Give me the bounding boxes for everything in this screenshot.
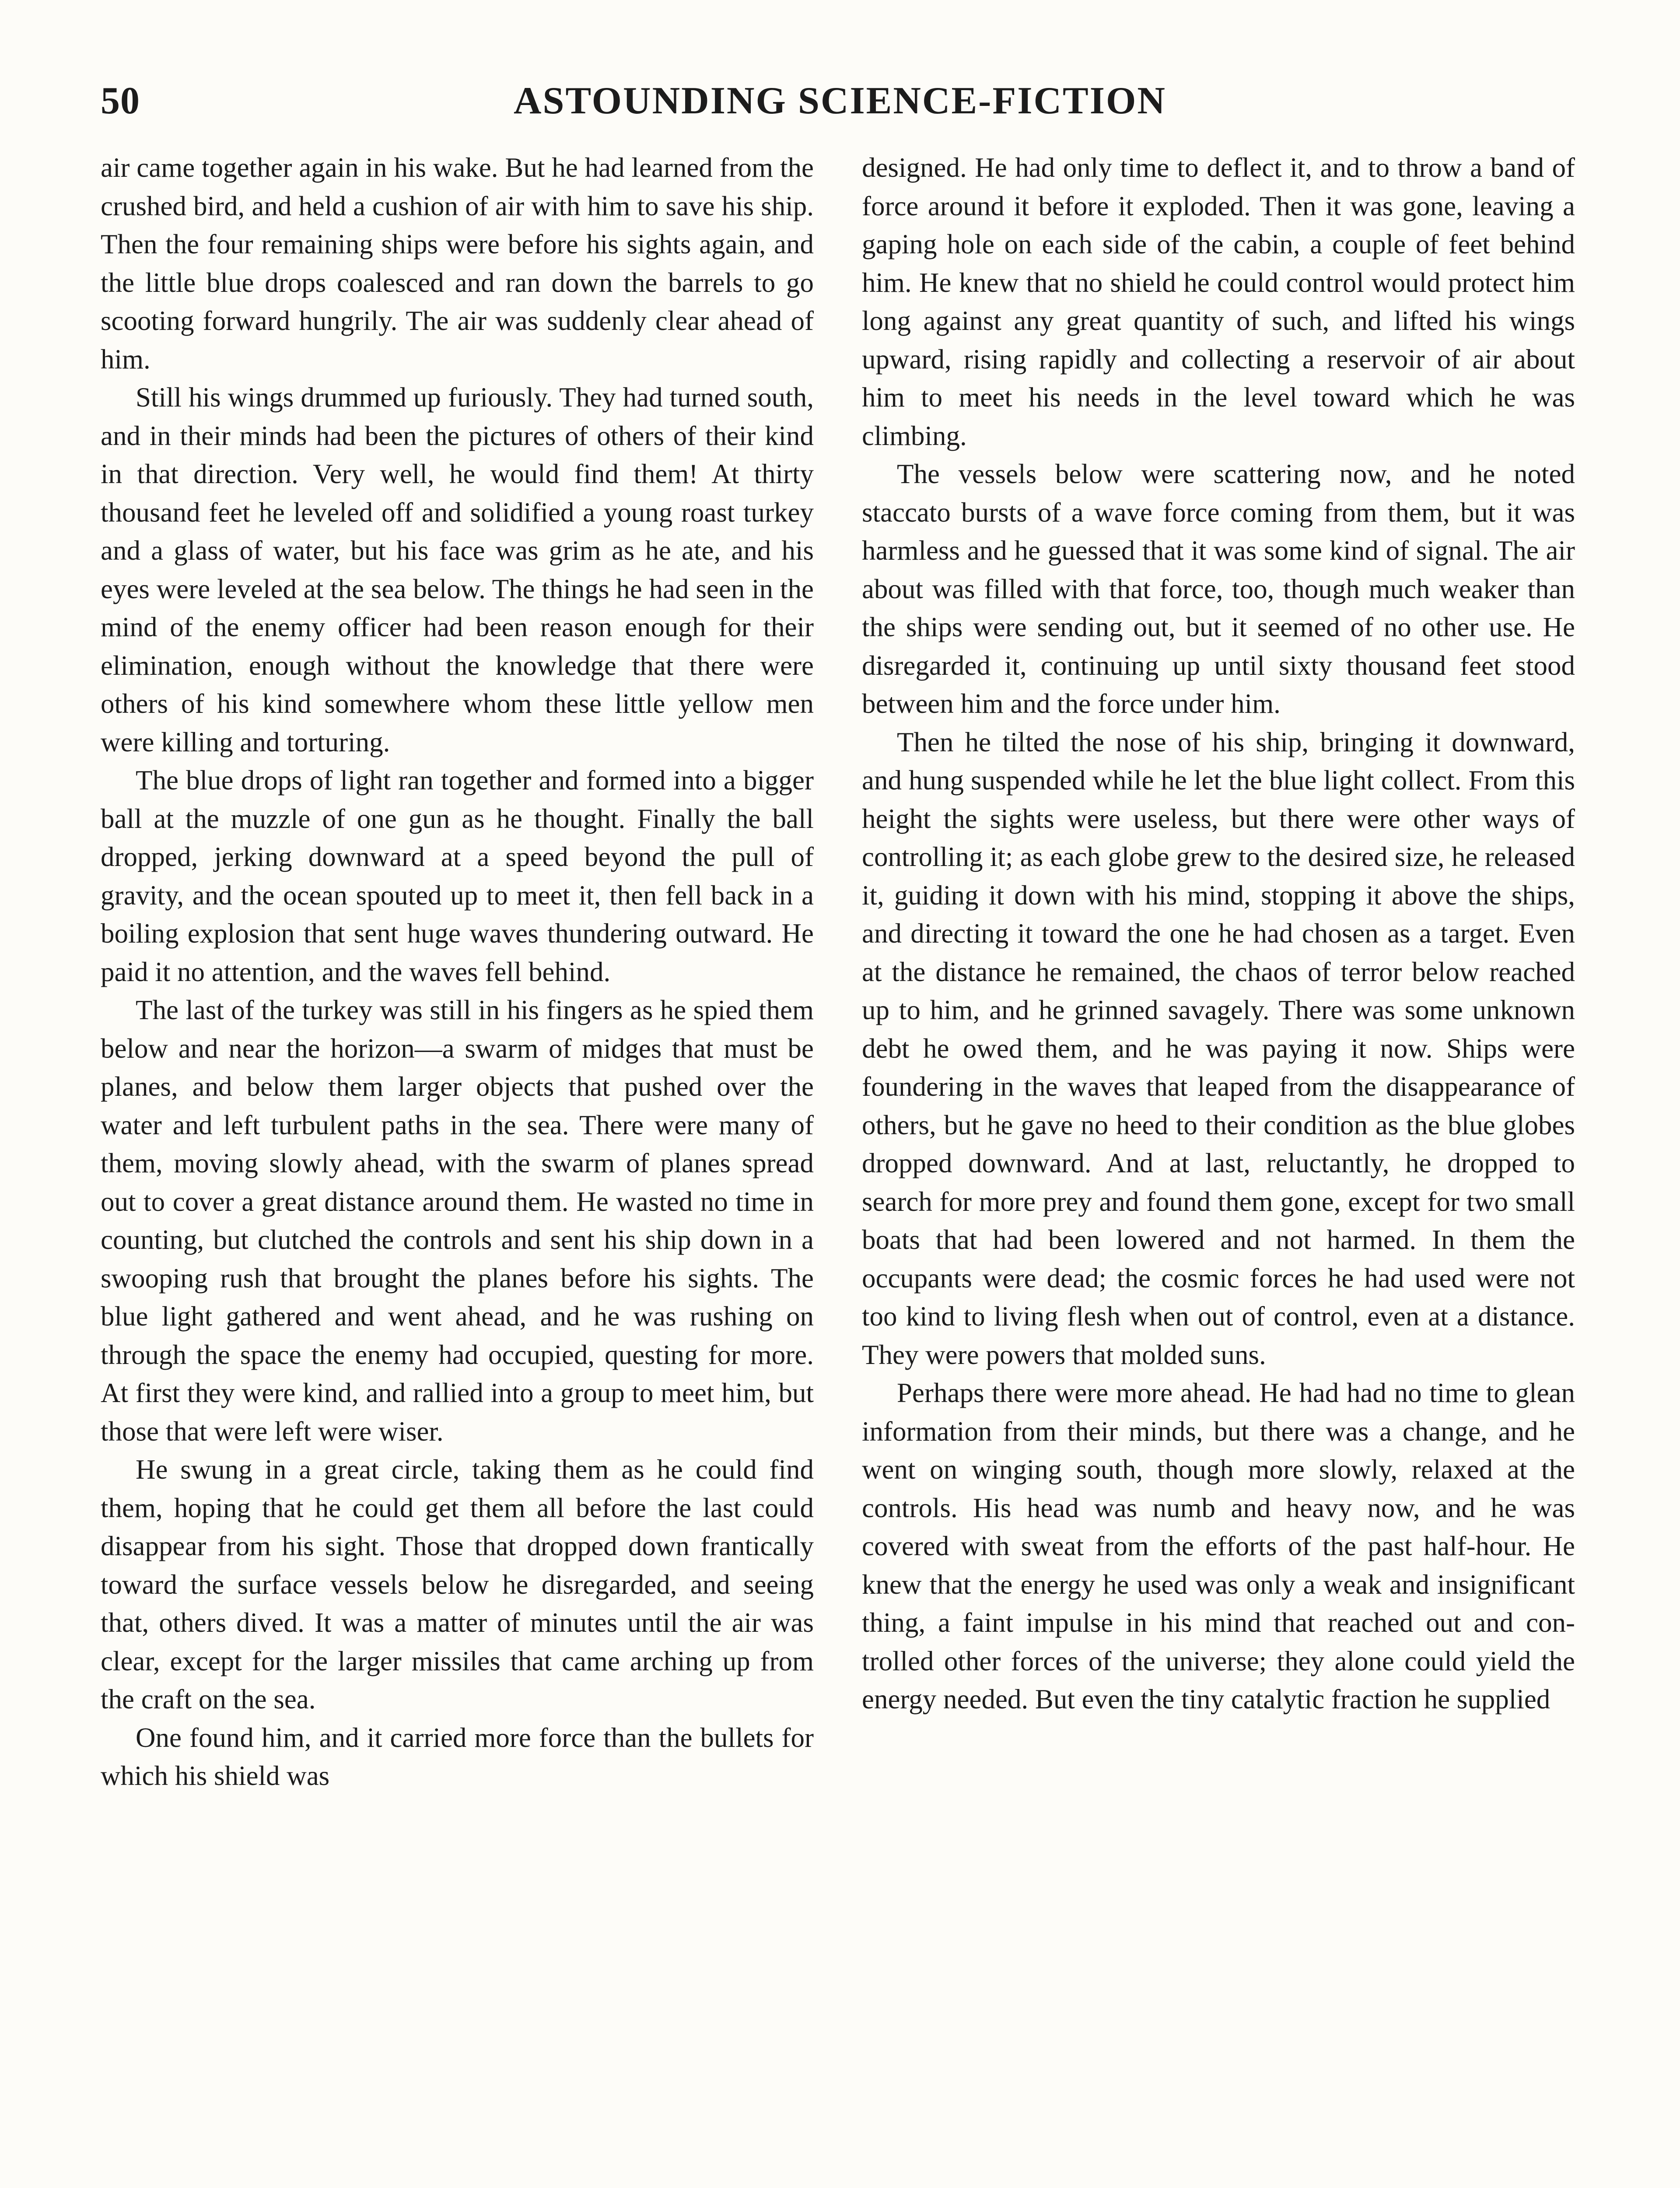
paragraph: Then he tilted the nose of his ship, bringing it downward, and hung suspended while he let the blue light collect. From this height the sights were useless, but there were other ways of controlling it; as each globe grew to the desired size, he released it, guiding it down with his mind, stopping it above the ships, and directing it toward the one he had chosen as a target. Even at the distance he remained, the chaos of terror below reached up to him, and he grinned savagely. There was some unknown debt he owed them, and he was paying it now. Ships were foundering in the waves that leaped from the disappearance of others, but he gave no heed to their condition as the blue globes dropped downward. And at last, reluctantly, he dropped to search for more prey and found them gone, except for two small boats that had been lowered and not harmed. In them the occupants were dead; the cosmic forces he had used were not too kind to living flesh when out of control, even at a distance. They were powers that molded suns. xyxy=(862,726,1575,1370)
paragraph: The vessels below were scattering now, and he noted staccato bursts of a wave force coming from them, but it was harmless and he guessed that it was some kind of signal. The air about was filled with that force, too, though much weaker than the ships were sending out, but it seemed of no other use. He disregarded it, continuing up until sixty thousand feet stood between him and the force under him. xyxy=(862,459,1575,719)
left-text-column xyxy=(101,149,814,2188)
paragraph: designed. He had only time to deflect it, and to throw a band of force around it before it exploded. Then it was gone, leaving a gaping hole on each side of the cabin, a couple of feet behind him. He knew that no shield he could control would protect him long against any great quantity of such, and lifted his wings upward, rising rapidly and collecting a reservoir of air about him to meet his needs in the level toward which he was climbing. xyxy=(862,152,1575,451)
magazine-title: ASTOUNDING SCIENCE-FICTION xyxy=(514,80,1166,122)
paragraph: He swung in a great circle, taking them as he could find them, hoping that he could get them all before the last could disappear from his sight. Those that dropped down frantically toward the surface vessels below he disregarded, and seeing that, others dived. It was a matter of minutes until the air was clear, except for the larger missiles that came arching up from the craft on the sea. xyxy=(101,1454,814,1715)
paragraph: Still his wings drummed up furiously. They had turned south, and in their minds had been the pictures of others of their kind in that direction. Very well, he would find them! At thirty thousand feet he leveled off and solidified a young roast turkey and a glass of water, but his face was grim as he ate, and his eyes were leveled at the sea below. The things he had seen in the mind of the enemy officer had been reason enough for their elimination, enough without the knowledge that there were others of his kind somewhere whom these little yellow men were killing and torturing. xyxy=(101,382,814,757)
page-number: 50 xyxy=(101,80,140,122)
paragraph: The last of the turkey was still in his fingers as he spied them below and near the horizon—a swarm of midges that must be planes, and below them larger objects that pushed over the water and left turbulent paths in the sea. There were many of them, moving slowly ahead, with the swarm of planes spread out to cover a great distance around them. He wasted no time in counting, but clutched the controls and sent his ship down in a swooping rush that brought the planes before his sights. The blue light gathered and went ahead, and he was rushing on through the space the enemy had occupied, questing for more. At first they were kind, and rallied into a group to meet him, but those that were left were wiser. xyxy=(101,995,814,1447)
paragraph: Perhaps there were more ahead. He had had no time to glean information from their minds, but there was a change, and he went on winging south, though more slowly, relaxed at the controls. His head was numb and heavy now, and he was covered with sweat from the efforts of the past half-hour. He knew that the energy he used was only a weak and insignificant thing, a faint impulse in his mind that reached out and controlled other forces of the universe; they alone could yield the energy needed. But even the tiny catalytic fraction he supplied xyxy=(862,1378,1575,1715)
right-text-column xyxy=(862,149,1575,2188)
paragraph: air came together again in his wake. But he had learned from the crushed bird, and held a cushion of air with him to save his ship. Then the four remaining ships were before his sights again, and the little blue drops coalesced and ran down the barrels to go scooting forward hungrily. The air was suddenly clear ahead of him. xyxy=(101,152,814,375)
paragraph: The blue drops of light ran together and formed into a bigger ball at the muzzle of one gun as he thought. Finally the ball dropped, jerking downward at a speed beyond the pull of gravity, and the ocean spouted up to meet it, then fell back in a boiling explosion that sent huge waves thundering outward. He paid it no attention, and the waves fell behind. xyxy=(101,765,814,987)
paragraph: One found him, and it carried more force than the bullets for which his shield was xyxy=(101,1722,814,1791)
page-header xyxy=(101,79,1579,136)
